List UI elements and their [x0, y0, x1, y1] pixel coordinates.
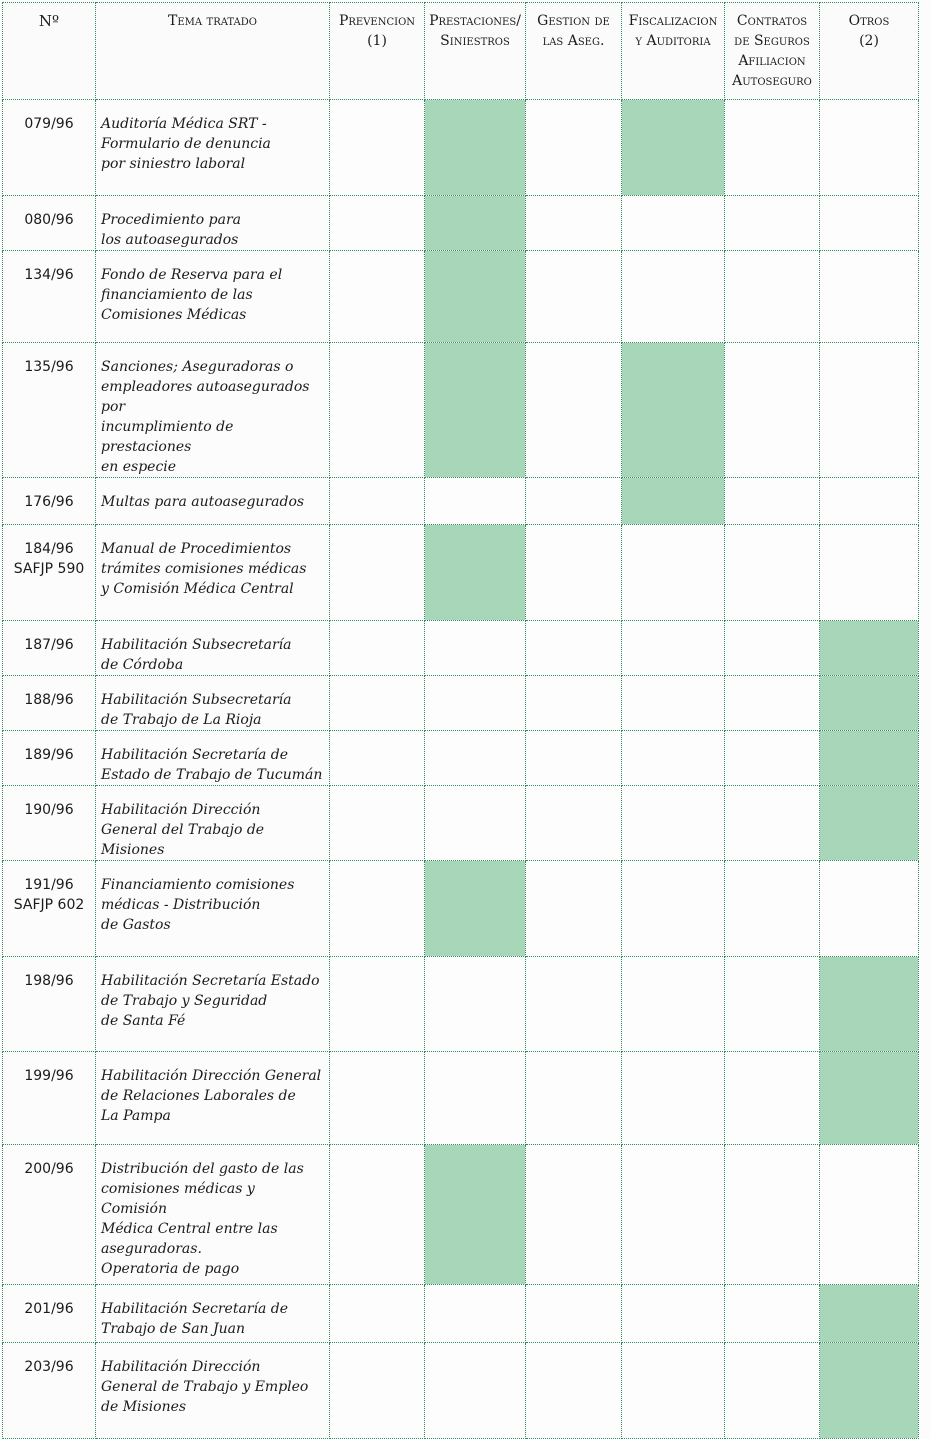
mark-cell-prevencion — [330, 1343, 425, 1439]
table-row — [3, 196, 919, 251]
mark-cell-fiscalizacion — [622, 957, 725, 1052]
mark-cell-prevencion — [330, 196, 425, 251]
mark-cell-gestion — [526, 1343, 622, 1439]
mark-cell-prevencion — [330, 478, 425, 525]
mark-cell-prevencion — [330, 621, 425, 676]
mark-cell-prevencion — [330, 861, 425, 957]
row-tema: Habilitación Dirección General del Trabajo de Misiones — [96, 786, 330, 861]
mark-cell-gestion — [526, 525, 622, 621]
row-numero: 188/96 — [3, 676, 96, 731]
mark-cell-contratos — [725, 1145, 820, 1285]
mark-cell-prestaciones — [425, 251, 526, 343]
row-numero: 184/96 SAFJP 590 — [3, 525, 96, 621]
table-row — [3, 957, 919, 1052]
table-row — [3, 1052, 919, 1145]
mark-cell-fiscalizacion — [622, 343, 725, 478]
row-numero: 200/96 — [3, 1145, 96, 1285]
mark-cell-fiscalizacion — [622, 861, 725, 957]
mark-cell-prevencion — [330, 731, 425, 786]
mark-cell-contratos — [725, 1285, 820, 1343]
mark-cell-otros — [820, 621, 919, 676]
mark-cell-gestion — [526, 1052, 622, 1145]
mark-cell-otros — [820, 343, 919, 478]
header-otros-label: Otros (2) — [848, 13, 890, 49]
mark-cell-prestaciones — [425, 525, 526, 621]
mark-cell-prestaciones — [425, 100, 526, 196]
table-row — [3, 676, 919, 731]
row-tema: Fondo de Reserva para el financiamiento de las Comisiones Médicas — [96, 251, 330, 343]
mark-cell-otros — [820, 478, 919, 525]
mark-cell-otros — [820, 786, 919, 861]
mark-cell-prevencion — [330, 676, 425, 731]
header-row — [3, 3, 919, 100]
row-tema: Habilitación Secretaría Estado de Trabajo y Seguridad de Santa Fé — [96, 957, 330, 1052]
resolutions-table — [2, 2, 919, 1439]
mark-cell-prestaciones — [425, 676, 526, 731]
row-numero: 190/96 — [3, 786, 96, 861]
mark-cell-prevencion — [330, 1052, 425, 1145]
mark-cell-prestaciones — [425, 478, 526, 525]
row-numero: 201/96 — [3, 1285, 96, 1343]
mark-cell-prevencion — [330, 343, 425, 478]
mark-cell-prevencion — [330, 251, 425, 343]
mark-cell-contratos — [725, 343, 820, 478]
header-prevencion-label: Prevencion (1) — [338, 13, 416, 49]
mark-cell-fiscalizacion — [622, 1343, 725, 1439]
mark-cell-otros — [820, 1052, 919, 1145]
row-tema: Financiamiento comisiones médicas - Distribución de Gastos — [96, 861, 330, 957]
row-tema: Habilitación Dirección General de Trabajo y Empleo de Misiones — [96, 1343, 330, 1439]
row-tema: Habilitación Subsecretaría de Trabajo de La Rioja — [96, 676, 330, 731]
mark-cell-fiscalizacion — [622, 525, 725, 621]
mark-cell-contratos — [725, 861, 820, 957]
table-row — [3, 861, 919, 957]
table-row — [3, 621, 919, 676]
header-tema-label: Tema tratado — [168, 13, 257, 29]
mark-cell-gestion — [526, 957, 622, 1052]
row-numero: 203/96 — [3, 1343, 96, 1439]
row-numero: 135/96 — [3, 343, 96, 478]
mark-cell-otros — [820, 100, 919, 196]
row-numero: 191/96 SAFJP 602 — [3, 861, 96, 957]
mark-cell-otros — [820, 1343, 919, 1439]
mark-cell-prevencion — [330, 525, 425, 621]
mark-cell-gestion — [526, 731, 622, 786]
header-prevencion — [330, 3, 425, 100]
row-tema: Habilitación Secretaría de Estado de Trabajo de Tucumán — [96, 731, 330, 786]
mark-cell-prestaciones — [425, 343, 526, 478]
mark-cell-contratos — [725, 621, 820, 676]
mark-cell-contratos — [725, 1343, 820, 1439]
header-gestion-label: Gestion de las Aseg. — [537, 13, 610, 49]
mark-cell-fiscalizacion — [622, 196, 725, 251]
mark-cell-contratos — [725, 731, 820, 786]
mark-cell-gestion — [526, 786, 622, 861]
mark-cell-prestaciones — [425, 861, 526, 957]
header-contratos — [725, 3, 820, 100]
table-row — [3, 478, 919, 525]
table-row — [3, 251, 919, 343]
table-row — [3, 1343, 919, 1439]
row-numero: 079/96 — [3, 100, 96, 196]
row-tema: Auditoría Médica SRT - Formulario de denuncia por siniestro laboral — [96, 100, 330, 196]
mark-cell-gestion — [526, 478, 622, 525]
mark-cell-prestaciones — [425, 1285, 526, 1343]
mark-cell-gestion — [526, 861, 622, 957]
mark-cell-fiscalizacion — [622, 676, 725, 731]
mark-cell-fiscalizacion — [622, 621, 725, 676]
header-prestaciones-label: Prestaciones/ Siniestros — [429, 13, 521, 49]
header-gestion — [526, 3, 622, 100]
mark-cell-gestion — [526, 621, 622, 676]
mark-cell-otros — [820, 957, 919, 1052]
mark-cell-gestion — [526, 1145, 622, 1285]
header-prestaciones — [425, 3, 526, 100]
mark-cell-prevencion — [330, 957, 425, 1052]
mark-cell-prestaciones — [425, 786, 526, 861]
mark-cell-prevencion — [330, 1145, 425, 1285]
mark-cell-prestaciones — [425, 1343, 526, 1439]
row-numero: 187/96 — [3, 621, 96, 676]
mark-cell-fiscalizacion — [622, 100, 725, 196]
row-numero: 134/96 — [3, 251, 96, 343]
mark-cell-gestion — [526, 196, 622, 251]
mark-cell-contratos — [725, 478, 820, 525]
row-numero: 080/96 — [3, 196, 96, 251]
table-body — [3, 100, 919, 1439]
mark-cell-prevencion — [330, 1285, 425, 1343]
mark-cell-gestion — [526, 100, 622, 196]
mark-cell-fiscalizacion — [622, 731, 725, 786]
table-row — [3, 786, 919, 861]
table-row — [3, 731, 919, 786]
mark-cell-gestion — [526, 1285, 622, 1343]
mark-cell-contratos — [725, 1052, 820, 1145]
mark-cell-otros — [820, 196, 919, 251]
mark-cell-fiscalizacion — [622, 251, 725, 343]
table-row — [3, 525, 919, 621]
mark-cell-otros — [820, 731, 919, 786]
row-tema: Procedimiento para los autoasegurados — [96, 196, 330, 251]
table-row — [3, 1285, 919, 1343]
mark-cell-prestaciones — [425, 957, 526, 1052]
mark-cell-otros — [820, 676, 919, 731]
mark-cell-contratos — [725, 196, 820, 251]
row-tema: Habilitación Dirección General de Relaciones Laborales de La Pampa — [96, 1052, 330, 1145]
header-fiscalizacion — [622, 3, 725, 100]
mark-cell-otros — [820, 251, 919, 343]
header-tema — [96, 3, 330, 100]
mark-cell-gestion — [526, 343, 622, 478]
mark-cell-contratos — [725, 786, 820, 861]
mark-cell-prestaciones — [425, 1052, 526, 1145]
table-row — [3, 100, 919, 196]
row-numero: 199/96 — [3, 1052, 96, 1145]
mark-cell-gestion — [526, 251, 622, 343]
mark-cell-contratos — [725, 100, 820, 196]
mark-cell-otros — [820, 861, 919, 957]
mark-cell-contratos — [725, 251, 820, 343]
mark-cell-otros — [820, 1145, 919, 1285]
mark-cell-contratos — [725, 957, 820, 1052]
mark-cell-prevencion — [330, 786, 425, 861]
table-row — [3, 343, 919, 478]
mark-cell-otros — [820, 1285, 919, 1343]
row-tema: Distribución del gasto de las comisiones médicas y Comisión Médica Central entre las aseguradoras. Operatoria de pago — [96, 1145, 330, 1285]
mark-cell-prestaciones — [425, 731, 526, 786]
header-otros — [820, 3, 919, 100]
mark-cell-fiscalizacion — [622, 1285, 725, 1343]
mark-cell-contratos — [725, 676, 820, 731]
row-tema: Sanciones; Aseguradoras o empleadores autoasegurados por incumplimiento de prestaciones en especie — [96, 343, 330, 478]
mark-cell-prevencion — [330, 100, 425, 196]
mark-cell-prestaciones — [425, 1145, 526, 1285]
mark-cell-prestaciones — [425, 621, 526, 676]
mark-cell-fiscalizacion — [622, 478, 725, 525]
header-fiscalizacion-label: Fiscalizacion y Auditoria — [628, 13, 718, 49]
mark-cell-fiscalizacion — [622, 1145, 725, 1285]
mark-cell-otros — [820, 525, 919, 621]
mark-cell-contratos — [725, 525, 820, 621]
mark-cell-fiscalizacion — [622, 786, 725, 861]
mark-cell-gestion — [526, 676, 622, 731]
header-numero — [3, 3, 96, 100]
row-tema: Multas para autoasegurados — [96, 478, 330, 525]
mark-cell-prestaciones — [425, 196, 526, 251]
row-numero: 198/96 — [3, 957, 96, 1052]
mark-cell-fiscalizacion — [622, 1052, 725, 1145]
row-tema: Manual de Procedimientos trámites comisiones médicas y Comisión Médica Central — [96, 525, 330, 621]
row-tema: Habilitación Secretaría de Trabajo de San Juan — [96, 1285, 330, 1343]
row-tema: Habilitación Subsecretaría de Córdoba — [96, 621, 330, 676]
header-numero-label: Nº — [38, 12, 60, 30]
table-row — [3, 1145, 919, 1285]
header-contratos-label: Contratos de Seguros Afiliacion Autoseguro — [732, 13, 812, 89]
row-numero: 189/96 — [3, 731, 96, 786]
row-numero: 176/96 — [3, 478, 96, 525]
